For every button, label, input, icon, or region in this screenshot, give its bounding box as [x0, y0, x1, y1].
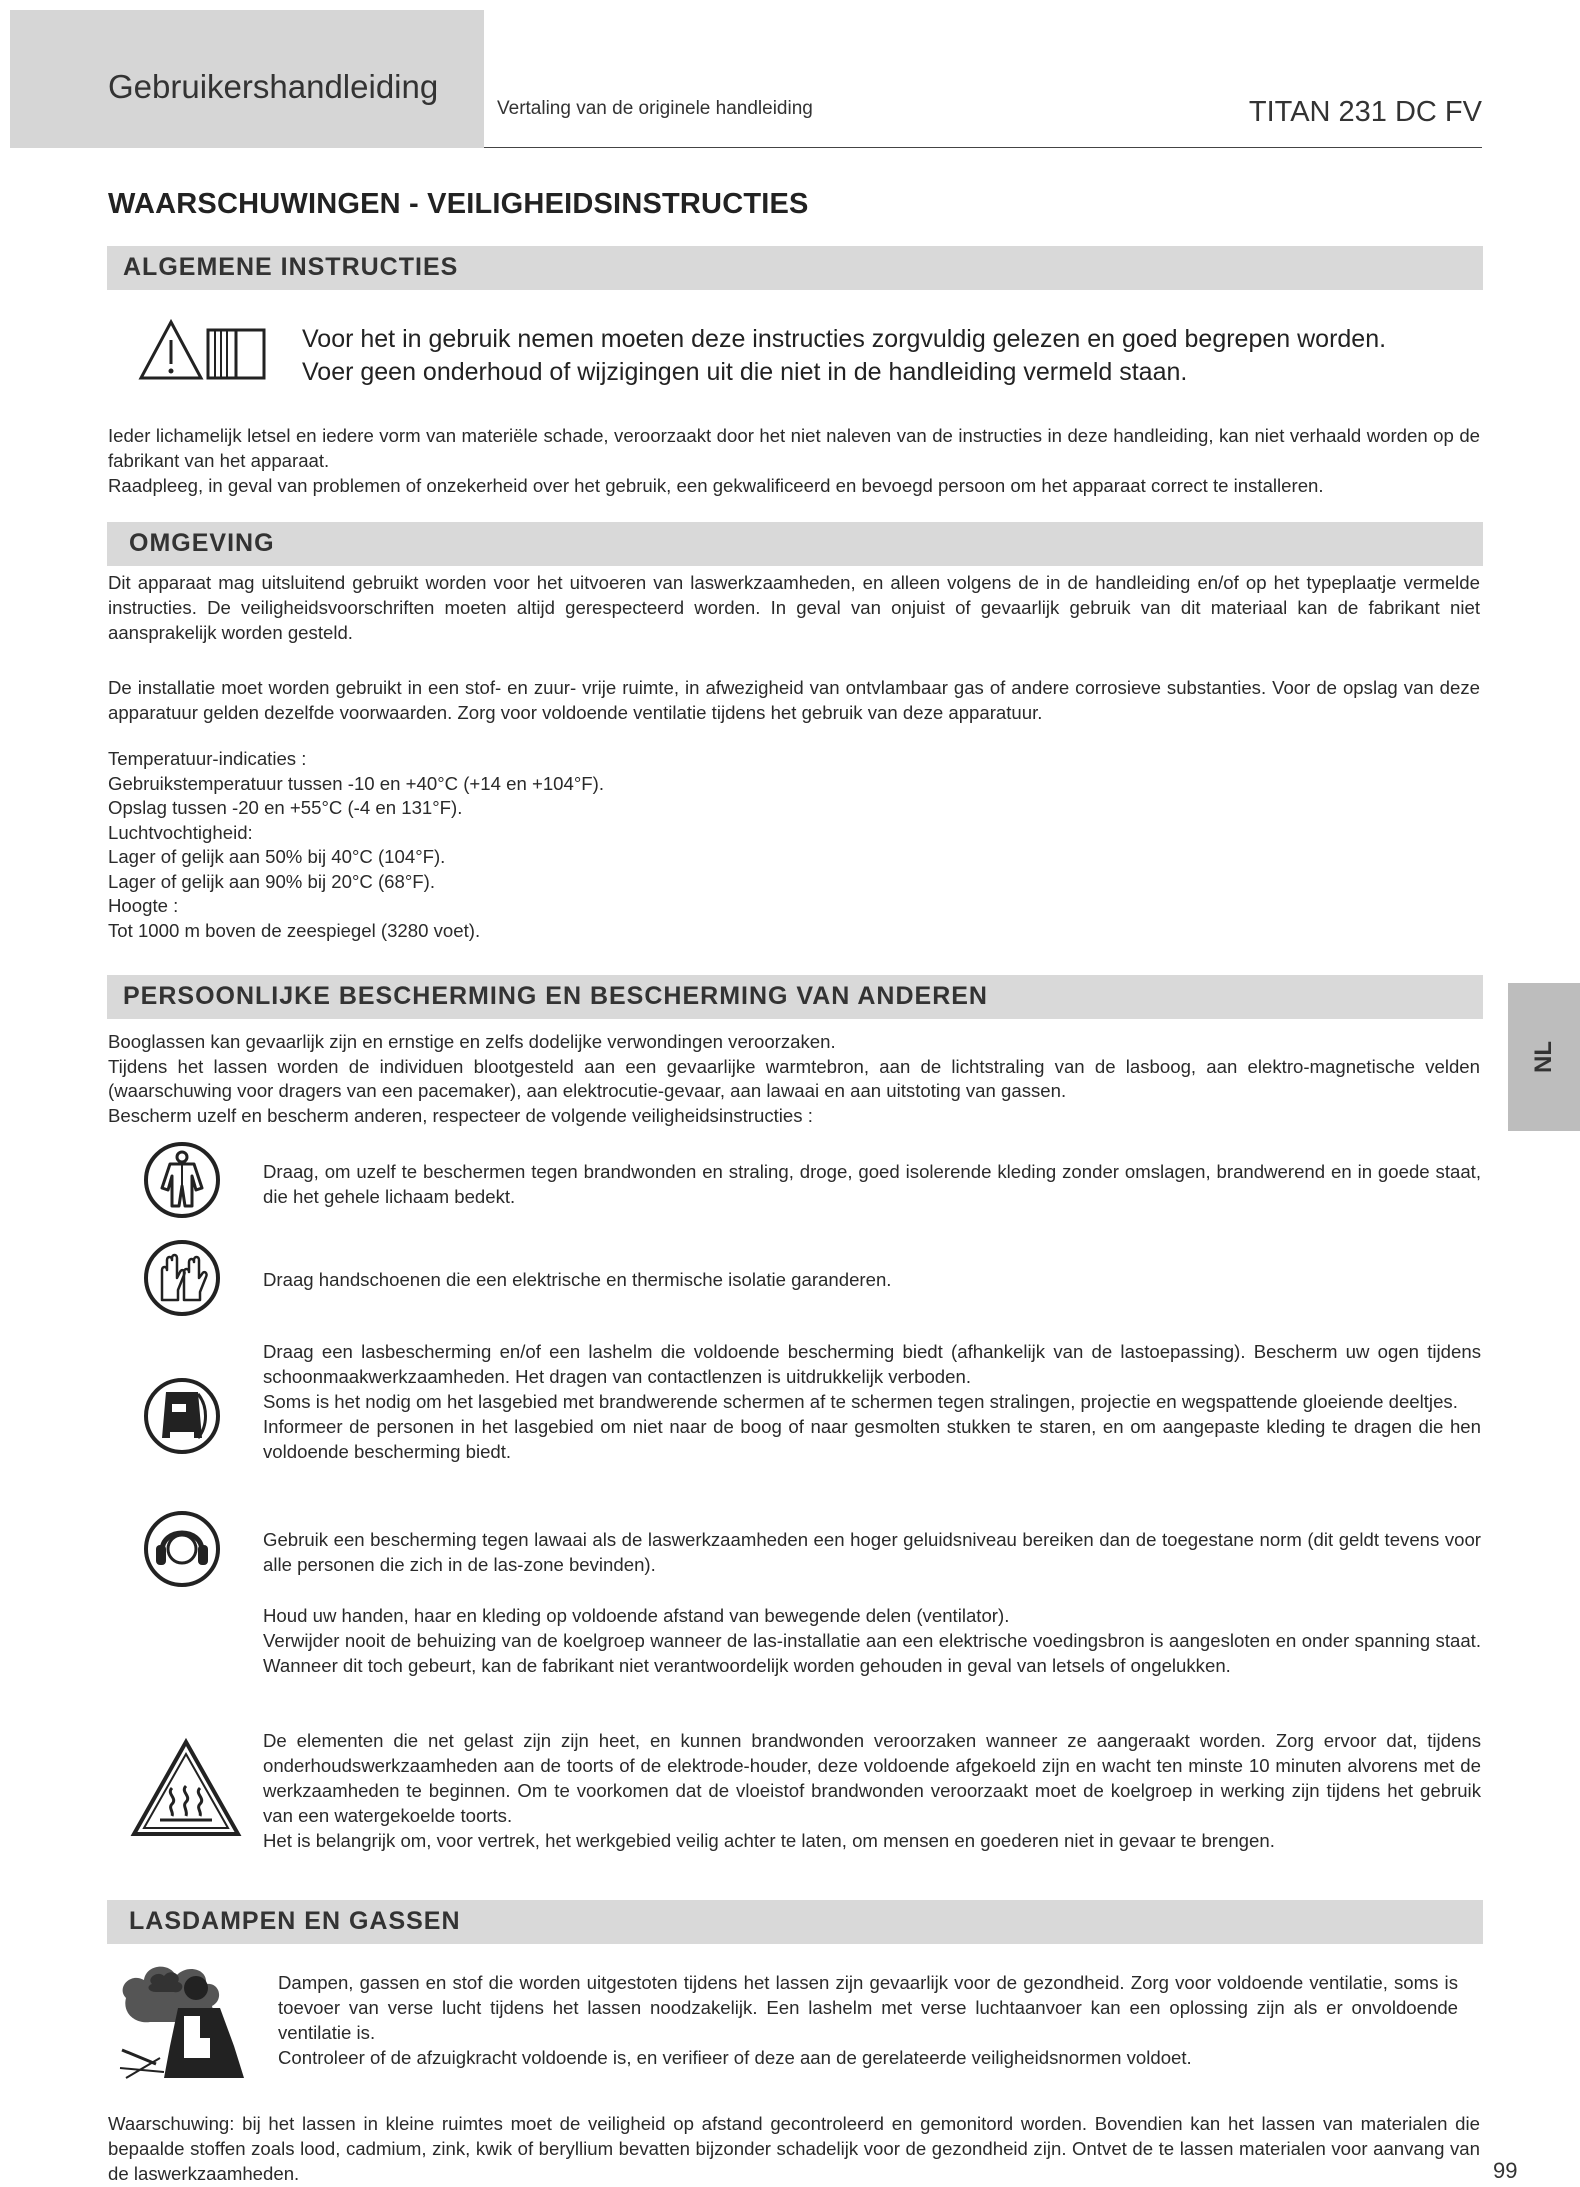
fumes-warning: Waarschuwing: bij het lassen in kleine ruimtes moet de veiligheid op afstand gecontroleerd en gemonitord worden. Bovendien kan het lassen van materialen die bepaalde stoffen zoals lood, cadmium, zink, kwik of beryllium bevatten bijzonder schadelijk voor de gezondheid zijn. Ontvet de te lassen materialen voor aanvang van de laswerkzaamheden. [108, 2113, 1480, 2184]
gloves-text: Draag handschoenen die een elektrische en thermische isolatie garanderen. [263, 1269, 892, 1290]
section-heading-environment [107, 522, 1483, 566]
translation-note: Vertaling van de originele handleiding [497, 98, 813, 119]
protection-intro-line: Booglassen kan gevaarlijk zijn en ernstige en zelfs dodelijke verwondingen veroorzaken. [108, 1031, 836, 1052]
moving-parts-line: Houd uw handen, haar en kleding op voldoende afstand van bewegende delen (ventilator). [263, 1605, 1010, 1626]
environment-specs [108, 747, 604, 943]
intro-line: Voor het in gebruik nemen moeten deze instructies zorgvuldig gelezen en goed begrepen worden. [302, 325, 1387, 353]
spec-line: Opslag tussen -20 en +55°C (-4 en 131°F). [108, 797, 463, 818]
language-tab [1508, 983, 1580, 1131]
hot-parts-line: De elementen die net gelast zijn zijn heet, en kunnen brandwonden veroorzaken wanneer ze aangeraakt worden. Zorg ervoor dat, tijdens onderhoudswerkzaamheden aan de toorts of de elektrode-houder, deze voldoende afgekoeld zijn en wacht ten minste 10 minuten alvorens met de werkzaamheden te beginnen. Om te voorkomen dat de vloeistof brandwonden veroorzaakt moet de koelgroep in werking zijn tijdens het gebruik van een watergekoelde toorts. [263, 1730, 1481, 1826]
section-heading-protection [107, 975, 1483, 1019]
protective-clothing-icon [142, 1140, 222, 1220]
intro-line: Voer geen onderhoud of wijzigingen uit die niet in de handleiding vermeld staan. [302, 358, 1188, 386]
spec-line: Hoogte : [108, 895, 179, 916]
spec-line: Tot 1000 m boven de zeespiegel (3280 voet). [108, 919, 481, 941]
general-paragraph: Raadpleeg, in geval van problemen of onzekerheid over het gebruik, een gekwalificeerd en bevoegd persoon om het apparaat correct te installeren. [108, 475, 1324, 496]
fumes-text [278, 1970, 1458, 2070]
header-divider [484, 147, 1482, 148]
hot-parts-line: Het is belangrijk om, voor vertrek, het werkgebied veilig achter te laten, om mensen en goederen niet in gevaar te brengen. [263, 1830, 1275, 1851]
spec-line: Temperatuur-indicaties : [108, 748, 307, 769]
face-protection-line: Informeer de personen in het lasgebied om niet naar de boog of naar gesmolten stukken te staren, en om aangepaste kleding te dragen die hen voldoende bescherming biedt. [263, 1416, 1481, 1462]
hearing-text: Gebruik een bescherming tegen lawaai als de laswerkzaamheden een hoger geluidsniveau bereiken dan de toegestane norm (dit geldt tevens voor alle personen die zich in de las-zone bevinden). [263, 1529, 1481, 1575]
spec-line: Lager of gelijk aan 50% bij 40°C (104°F). [108, 846, 446, 867]
section-heading-text: PERSOONLIJKE BESCHERMING EN BESCHERMING VAN ANDEREN [123, 982, 988, 1010]
hearing-protection-icon [142, 1509, 222, 1589]
face-shield-icon [142, 1376, 222, 1456]
hot-parts-text [263, 1728, 1481, 1853]
section-heading-text: ALGEMENE INSTRUCTIES [123, 253, 459, 281]
warning-triangle-icon [137, 318, 205, 382]
page-title: WAARSCHUWINGEN - VEILIGHEIDSINSTRUCTIES [108, 188, 809, 220]
moving-parts-line: Verwijder nooit de behuizing van de koelgroep wanneer de las-installatie aan een elektrische voedingsbron is aangesloten en onder spanning staat. Wanneer dit toch gebeurt, kan de fabrikant niet verantwoordelijk worden gehouden in geval van letsels of ongelukken. [263, 1630, 1481, 1676]
model-name: TITAN 231 DC FV [1248, 96, 1482, 128]
section-heading-general [107, 246, 1483, 290]
protection-intro-line: Bescherm uzelf en bescherm anderen, respecteer de volgende veiligheidsinstructies : [108, 1104, 813, 1126]
face-protection-line: Draag een lasbescherming en/of een lashelm die voldoende bescherming biedt (afhankelijk van de lastoepassing). Bescherm uw ogen tijdens schoonmaakwerkzaamheden. Het dragen van contactlenzen is uitdrukkelijk verboden. [263, 1341, 1481, 1387]
welding-fumes-icon [116, 1958, 266, 2086]
moving-parts-text [263, 1603, 1481, 1678]
clothing-text: Draag, om uzelf te beschermen tegen brandwonden en straling, droge, goed isolerende kleding zonder omslagen, brandwerend en in goede staat, die het gehele lichaam bedekt. [263, 1161, 1481, 1207]
section-heading-text: OMGEVING [129, 529, 275, 557]
section-heading-text: LASDAMPEN EN GASSEN [129, 1907, 461, 1935]
gloves-icon [142, 1238, 222, 1318]
manual-label: Gebruikershandleiding [108, 68, 439, 105]
language-tab-label: NL [1530, 1041, 1557, 1073]
hot-surface-icon [130, 1738, 242, 1838]
spec-line: Gebruikstemperatuur tussen -10 en +40°C (+14 en +104°F). [108, 772, 605, 794]
face-protection-text [263, 1339, 1481, 1464]
protection-intro [108, 1030, 1480, 1128]
page-number: 99 [1493, 2158, 1518, 2183]
environment-paragraph: De installatie moet worden gebruikt in een stof- en zuur- vrije ruimte, in afwezigheid van ontvlambaar gas of andere corrosieve substanties. Voor de opslag van deze apparatuur gelden dezelfde voorwaarden. Zorg voor voldoende ventilatie tijdens het gebruik van deze apparatuur. [108, 677, 1480, 723]
spec-line: Lager of gelijk aan 90% bij 20°C (68°F). [108, 870, 436, 892]
fumes-line: Controleer of de afzuigkracht voldoende is, en verifieer of deze aan de gerelateerde veiligheidsnormen voldoet. [278, 2047, 1192, 2068]
fumes-line: Dampen, gassen en stof die worden uitgestoten tijdens het lassen zijn gevaarlijk voor de gezondheid. Zorg voor voldoende ventilatie, soms is toevoer van verse lucht tijdens het lassen noodzakelijk. Een lashelm met verse luchtaanvoer kan een oplossing zijn als er onvoldoende ventilatie is. [278, 1972, 1458, 2043]
general-paragraph: Ieder lichamelijk letsel en iedere vorm van materiële schade, veroorzaakt door het niet naleven van de instructies in deze handleiding, kan niet verhaald worden op de fabrikant van het apparaat. [108, 425, 1480, 471]
protection-intro-line: Tijdens het lassen worden de individuen blootgesteld aan een gevaarlijke warmtebron, aan de lichtstraling van de lasboog, aan elektro-magnetische velden (waarschuwing voor dragers van een pacemaker), aan elektrocutie-gevaar, aan lawaai en aan uitstoting van gassen. [108, 1055, 1480, 1101]
face-protection-line: Soms is het nodig om het lasgebied met brandwerende schermen af te schermen tegen stralingen, projectie en wegspattende gloeiende deeltjes. [263, 1391, 1458, 1412]
environment-paragraph: Dit apparaat mag uitsluitend gebruikt worden voor het uitvoeren van laswerkzaamheden, en alleen volgens de in de handleiding en/of op het typeplaatje vermelde instructies. De veiligheidsvoorschriften moeten altijd gerespecteerd worden. In geval van onjuist of gevaarlijk gebruik van dit materiaal kan de fabrikant niet aansprakelijk worden gesteld. [108, 572, 1480, 643]
manual-book-icon [205, 326, 267, 382]
spec-line: Luchtvochtigheid: [108, 821, 253, 843]
section-heading-fumes [107, 1900, 1483, 1944]
general-intro [302, 323, 1386, 389]
